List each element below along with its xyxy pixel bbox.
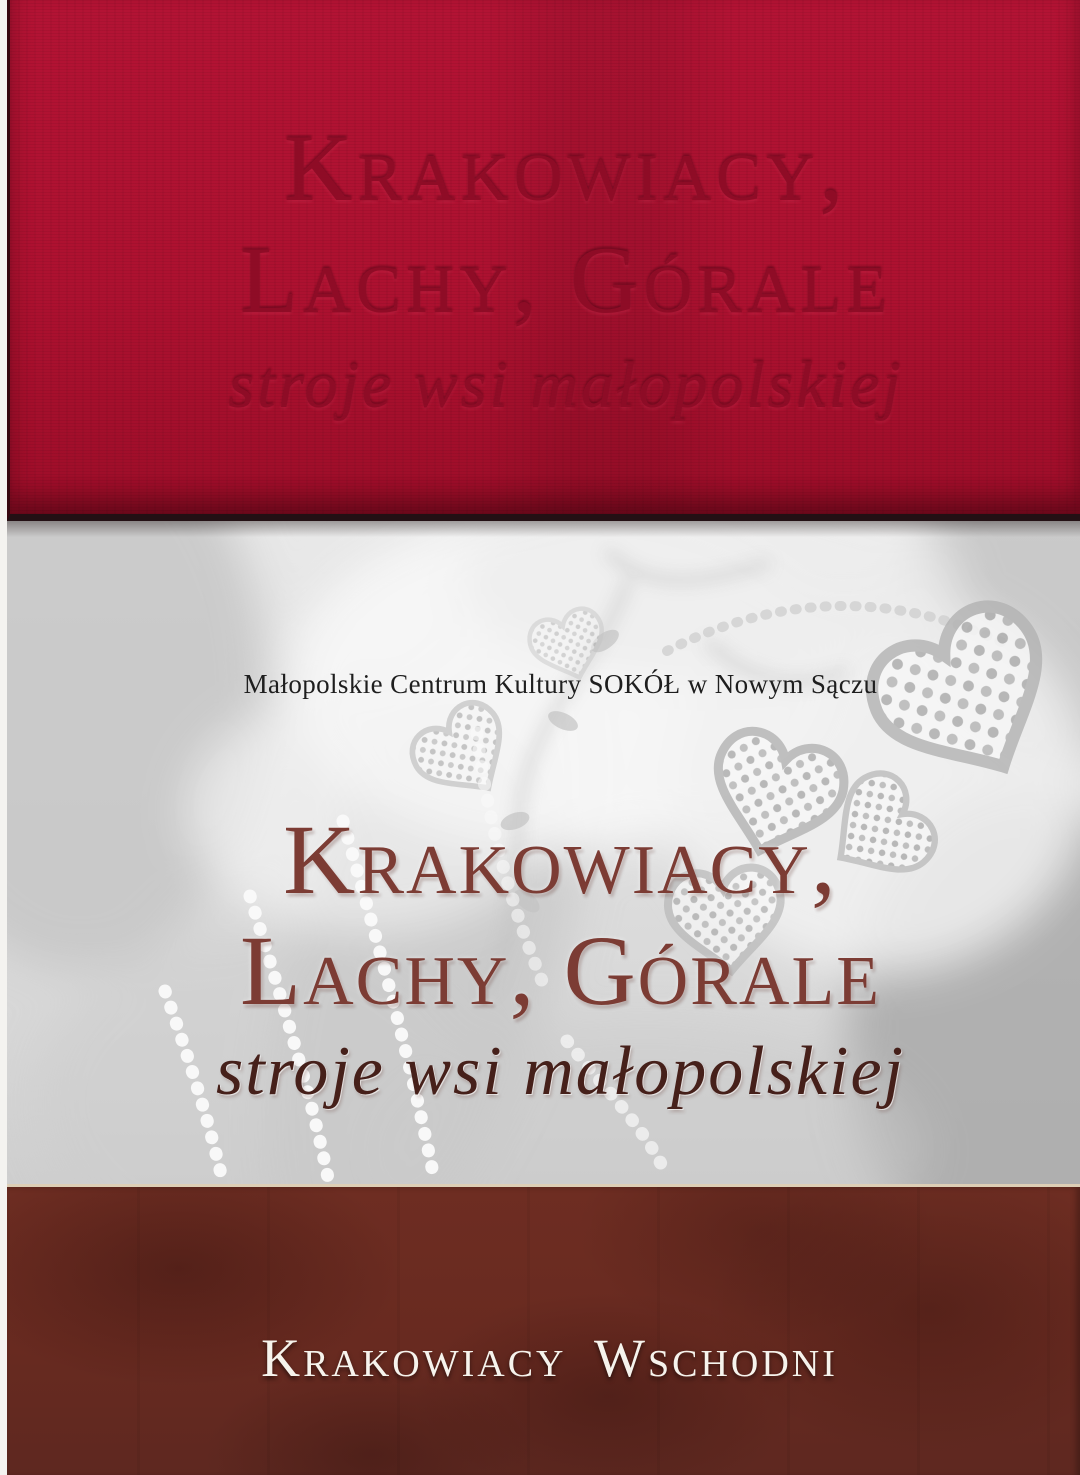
scan-left-edge bbox=[0, 0, 7, 1475]
publisher-line: Małopolskie Centrum Kultury SOKÓŁ w Nowym Sączu bbox=[243, 669, 878, 699]
cover-title-line1: Krakowiacy, bbox=[283, 804, 838, 915]
slipcase-front bbox=[7, 0, 1080, 521]
slipcase-title-line2: Lachy, Górale bbox=[239, 227, 893, 334]
cover-text-block bbox=[7, 669, 1080, 1112]
slipcase-subtitle: stroje wsi małopolskiej bbox=[228, 349, 904, 423]
volume-title: Krakowiacy Wschodni bbox=[261, 1328, 838, 1388]
cover-subtitle: stroje wsi małopolskiej bbox=[216, 1033, 905, 1110]
cover-front bbox=[7, 521, 1080, 1184]
slipcase-title-line1: Krakowiacy, bbox=[283, 115, 849, 221]
slipcase-embossed-title-block bbox=[10, 0, 1080, 424]
cover-title bbox=[41, 804, 1080, 1026]
series-band bbox=[7, 1184, 1080, 1475]
cover-title-line2: Lachy, Górale bbox=[240, 915, 881, 1026]
